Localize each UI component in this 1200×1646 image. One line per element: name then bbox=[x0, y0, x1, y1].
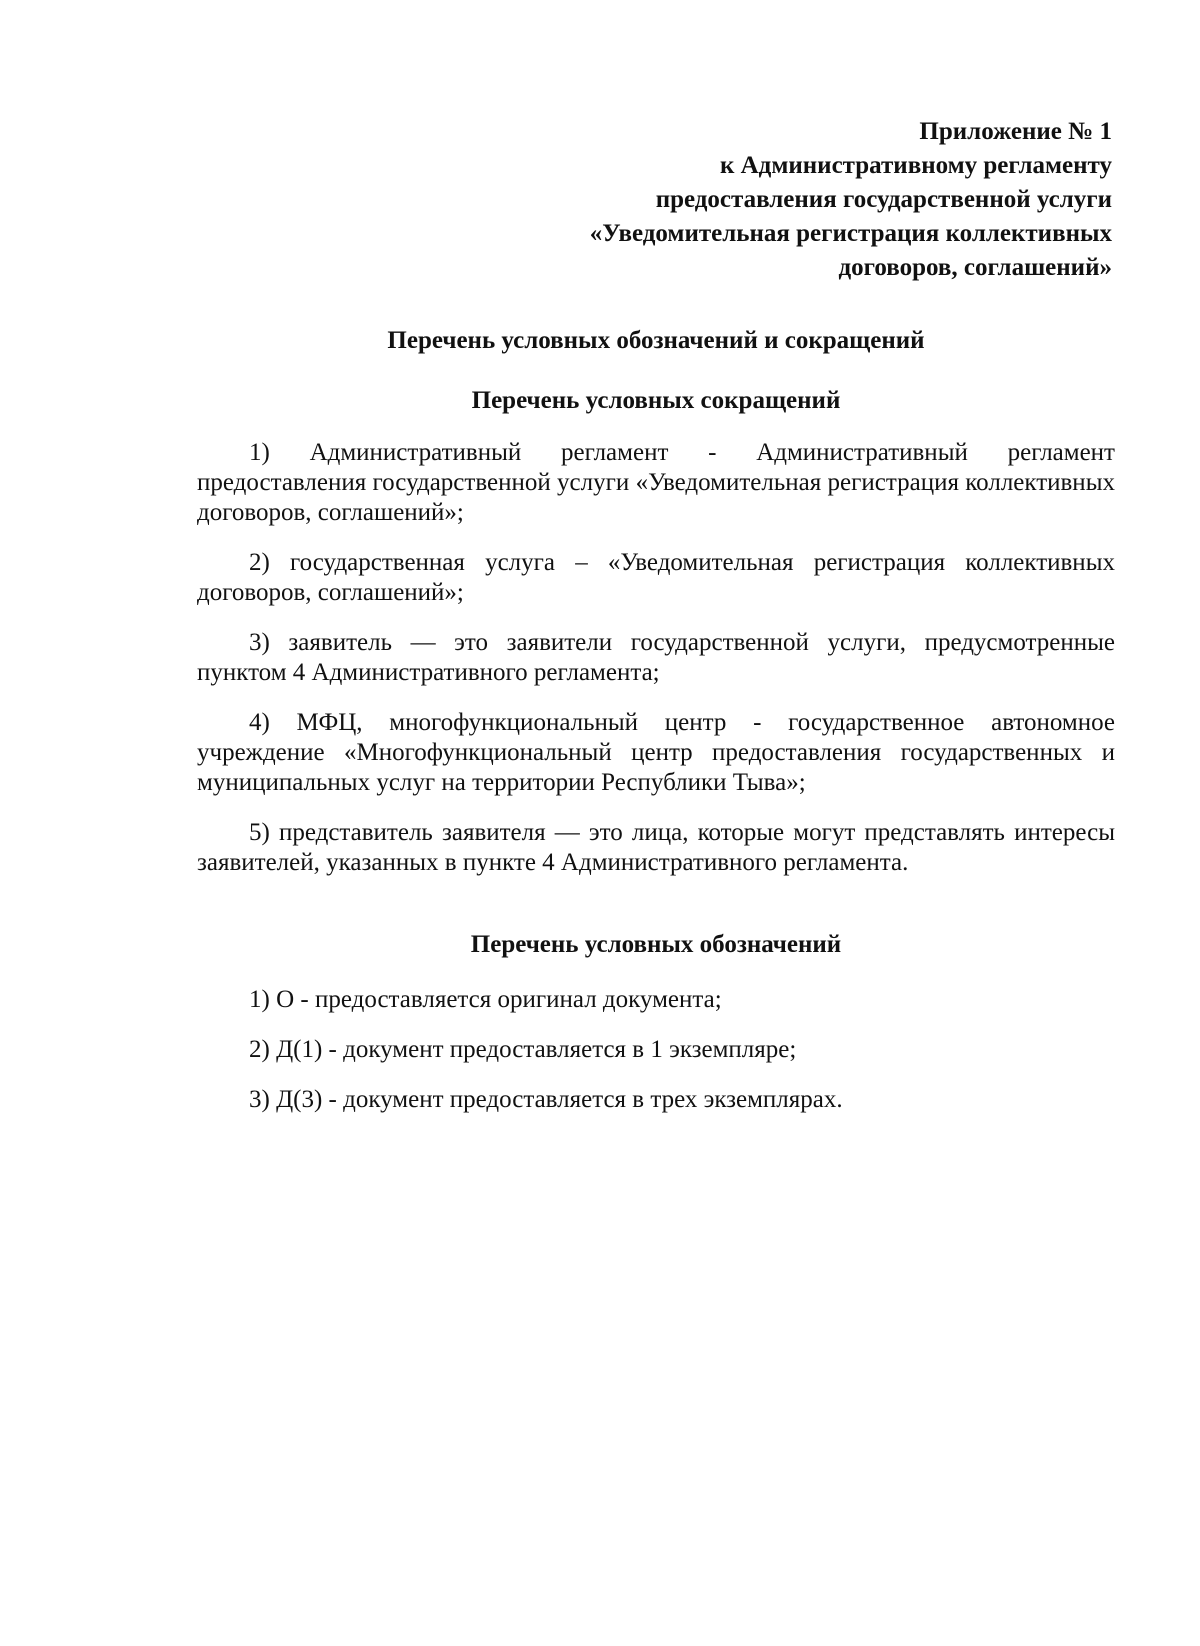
annex-line-1: Приложение № 1 bbox=[919, 118, 1112, 145]
main-title: Перечень условных обозначений и сокращений bbox=[387, 327, 925, 354]
annex-line-4: «Уведомительная регистрация коллективных bbox=[589, 220, 1112, 247]
annex-header bbox=[412, 115, 1112, 285]
abbreviation-item-2: 2) государственная услуга – «Уведомительная регистрация коллективных договоров, соглашений»; bbox=[197, 549, 1115, 606]
abbreviations-title: Перечень условных сокращений bbox=[471, 387, 841, 414]
annex-line-5: договоров, соглашений» bbox=[838, 254, 1112, 281]
abbreviation-item-5: 5) представитель заявителя — это лица, которые могут представлять интересы заявителей, указанных в пункте 4 Административного регламента. bbox=[197, 819, 1115, 876]
abbreviation-item-4: 4) МФЦ, многофункциональный центр - государственное автономное учреждение «Многофункциональный центр предоставления государственных и муниципальных услуг на территории Республики Тыва»; bbox=[197, 709, 1115, 796]
symbols-title: Перечень условных обозначений bbox=[470, 931, 842, 958]
abbreviation-item-3: 3) заявитель — это заявители государственной услуги, предусмотренные пунктом 4 Административного регламента; bbox=[197, 629, 1115, 686]
symbol-item-3: 3) Д(3) - документ предоставляется в трех экземплярах. bbox=[249, 1086, 843, 1113]
symbol-item-2: 2) Д(1) - документ предоставляется в 1 экземпляре; bbox=[249, 1036, 797, 1063]
annex-line-3: предоставления государственной услуги bbox=[655, 186, 1112, 213]
abbreviation-item-1: 1) Административный регламент - Административный регламент предоставления государственной услуги «Уведомительная регистрация коллективных договоров, соглашений»; bbox=[197, 439, 1115, 526]
symbol-item-1: 1) О - предоставляется оригинал документа; bbox=[249, 986, 722, 1013]
annex-line-2: к Административному регламенту bbox=[719, 152, 1112, 179]
